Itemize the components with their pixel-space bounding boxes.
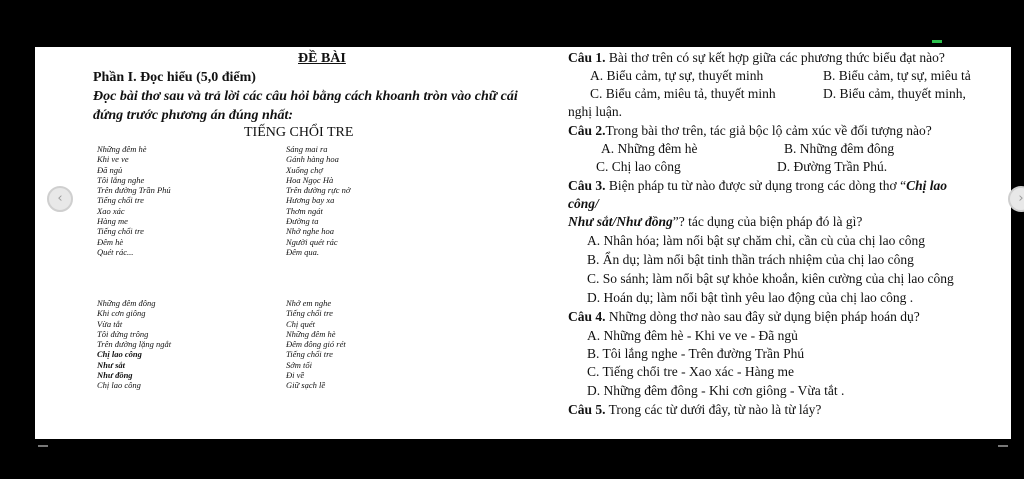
poem-line: Xao xác [97,205,125,216]
poem-stanza-2-left [97,298,171,391]
poem-line: Tiếng chổi tre [286,349,333,360]
q1-option-d: D. Biểu cảm, thuyết minh, [823,86,966,101]
question-label: Câu 3. [568,178,606,193]
part-title: Phần I. Đọc hiểu (5,0 điểm) [93,70,256,85]
poem-line: Khi ve ve [97,154,129,165]
question-text: Những dòng thơ nào sau đây sử dụng biện pháp hoán dụ? [605,309,920,324]
quote-part-3: Như sắt/Như đồng [568,214,673,229]
question-label: Câu 4. [568,309,606,324]
q3-option-b: B. Ẩn dụ; làm nổi bật tinh thần trách nhiệm của chị lao công [587,252,914,267]
poem-line: Đêm hè [97,236,124,247]
question-text: ”? tác dụng của biện pháp đó là gì? [672,214,863,229]
poem-line: Hoa Ngọc Hà [286,174,334,185]
poem-line: Hương bay xa [286,195,335,206]
poem-line: Tôi đứng trông [97,328,149,339]
poem-line: Tiếng chổi tre [97,195,144,206]
question-label: Câu 1. [568,50,606,65]
q4-option-d: D. Những đêm đông - Khi cơn giông - Vừa tắt . [587,383,845,398]
poem-line: Đã ngủ [97,164,123,175]
q4-option-c: C. Tiếng chổi tre - Xao xác - Hàng me [587,364,794,379]
poem-line: Đêm đông gió rét [286,339,346,350]
q2-option-d: D. Đường Trần Phú. [777,159,888,174]
poem-line: Sáng mai ra [286,144,328,154]
poem-line: Trên đường Trần Phú [97,185,171,196]
poem-line: Chị lao công [97,380,141,391]
viewer-bottom-bar [0,439,1024,479]
document-page [35,47,1011,439]
question-4 [568,309,920,325]
poem-stanza-1-left [97,144,171,257]
instruction-line-1: Đọc bài thơ sau và trả lời các câu hỏi bằng cách khoanh tròn vào chữ cái [93,89,518,104]
instruction-line-2: đứng trước phương án đúng nhất: [93,108,294,123]
question-3-cont [568,214,862,230]
prev-page-button[interactable] [47,186,73,212]
exam-heading: ĐỀ BÀI [298,51,346,66]
poem-line: Tôi lắng nghe [97,174,145,185]
q3-option-d: D. Hoán dụ; làm nổi bật tình yêu lao động của chị lao công . [587,290,914,305]
question-text: Biện pháp tu từ nào được sử dụng trong các dòng thơ “ [605,178,907,193]
poem-line: Khi cơn giông [97,308,146,319]
q2-option-c: C. Chị lao công [596,159,681,174]
poem-line: Đường ta [286,216,319,227]
q4-option-a: A. Những đêm hè - Khi ve ve - Đã ngủ [587,328,798,343]
q2-option-a: A. Những đêm hè [601,141,698,156]
question-text: Trong bài thơ trên, tác giả bộc lộ cảm xúc về đối tượng nào? [605,123,932,138]
question-label: Câu 5. [568,402,606,417]
question-1 [568,50,945,66]
q2-option-b: B. Những đêm đông [784,141,895,156]
poem-line: Đi về [286,370,305,381]
poem-line: Trên đường lặng ngắt [97,339,172,350]
poem-line: Những đêm đông [97,298,156,308]
viewer-top-bar [0,0,1024,47]
quote-part-2: công/ [568,196,599,211]
q1-option-b: B. Biểu cảm, tự sự, miêu tả [823,68,971,83]
poem-line: Giữ sạch lề [286,380,326,391]
poem-line: Những đêm hè [97,144,147,154]
poem-stanza-2-right [286,298,346,391]
question-text: Trong các từ dưới đây, từ nào là từ láy? [605,402,822,417]
divider [998,445,1008,447]
question-label: Câu 2. [568,123,606,138]
status-indicator [932,40,942,43]
poem-line: Nhớ nghe hoa [286,226,334,237]
poem-stanza-1-right [286,144,350,257]
poem-line: Như đồng [97,370,133,381]
poem-line: Chị lao công [97,349,142,360]
poem-line: Xuống chợ [286,164,323,175]
poem-line: Thơm ngát [286,205,323,216]
chevron-right-icon: › [1018,191,1024,206]
question-3 [568,178,947,194]
q1-option-d-cont: nghị luận. [568,104,622,119]
q1-option-a: A. Biểu cảm, tự sự, thuyết minh [590,68,764,83]
poem-line: Tiếng chổi tre [97,226,144,237]
poem-line: Hàng me [97,216,128,227]
question-text: Bài thơ trên có sự kết hợp giữa các phương thức biểu đạt nào? [605,50,945,65]
divider [38,445,48,447]
q1-option-c: C. Biểu cảm, miêu tả, thuyết minh [590,86,776,101]
poem-line: Những đêm hè [286,328,336,339]
quote-part-1: Chị lao [906,178,947,193]
q4-option-b: B. Tôi lắng nghe - Trên đường Trần Phú [587,346,805,361]
q3-option-a: A. Nhân hóa; làm nổi bật sự chăm chỉ, cần cù của chị lao công [587,233,925,248]
chevron-left-icon: ‹ [57,191,63,206]
poem-line: Sớm tối [286,359,313,370]
q3-option-c: C. So sánh; làm nổi bật sự khỏe khoắn, kiên cường của chị lao công [587,271,954,286]
poem-line: Nhớ em nghe [286,298,332,308]
question-5 [568,402,821,418]
poem-line: Như sắt [97,359,126,370]
poem-line: Quét rác... [97,246,134,257]
question-2 [568,123,932,139]
poem-line: Gánh hàng hoa [286,154,339,165]
poem-line: Chị quét [286,318,316,329]
poem-line: Vừa tắt [97,318,123,329]
poem-title: TIẾNG CHỔI TRE [244,125,354,140]
poem-line: Đêm qua. [286,246,320,257]
poem-line: Trên đường rực nở [286,185,351,196]
poem-line: Người quét rác [286,236,338,247]
poem-line: Tiếng chổi tre [286,308,333,319]
